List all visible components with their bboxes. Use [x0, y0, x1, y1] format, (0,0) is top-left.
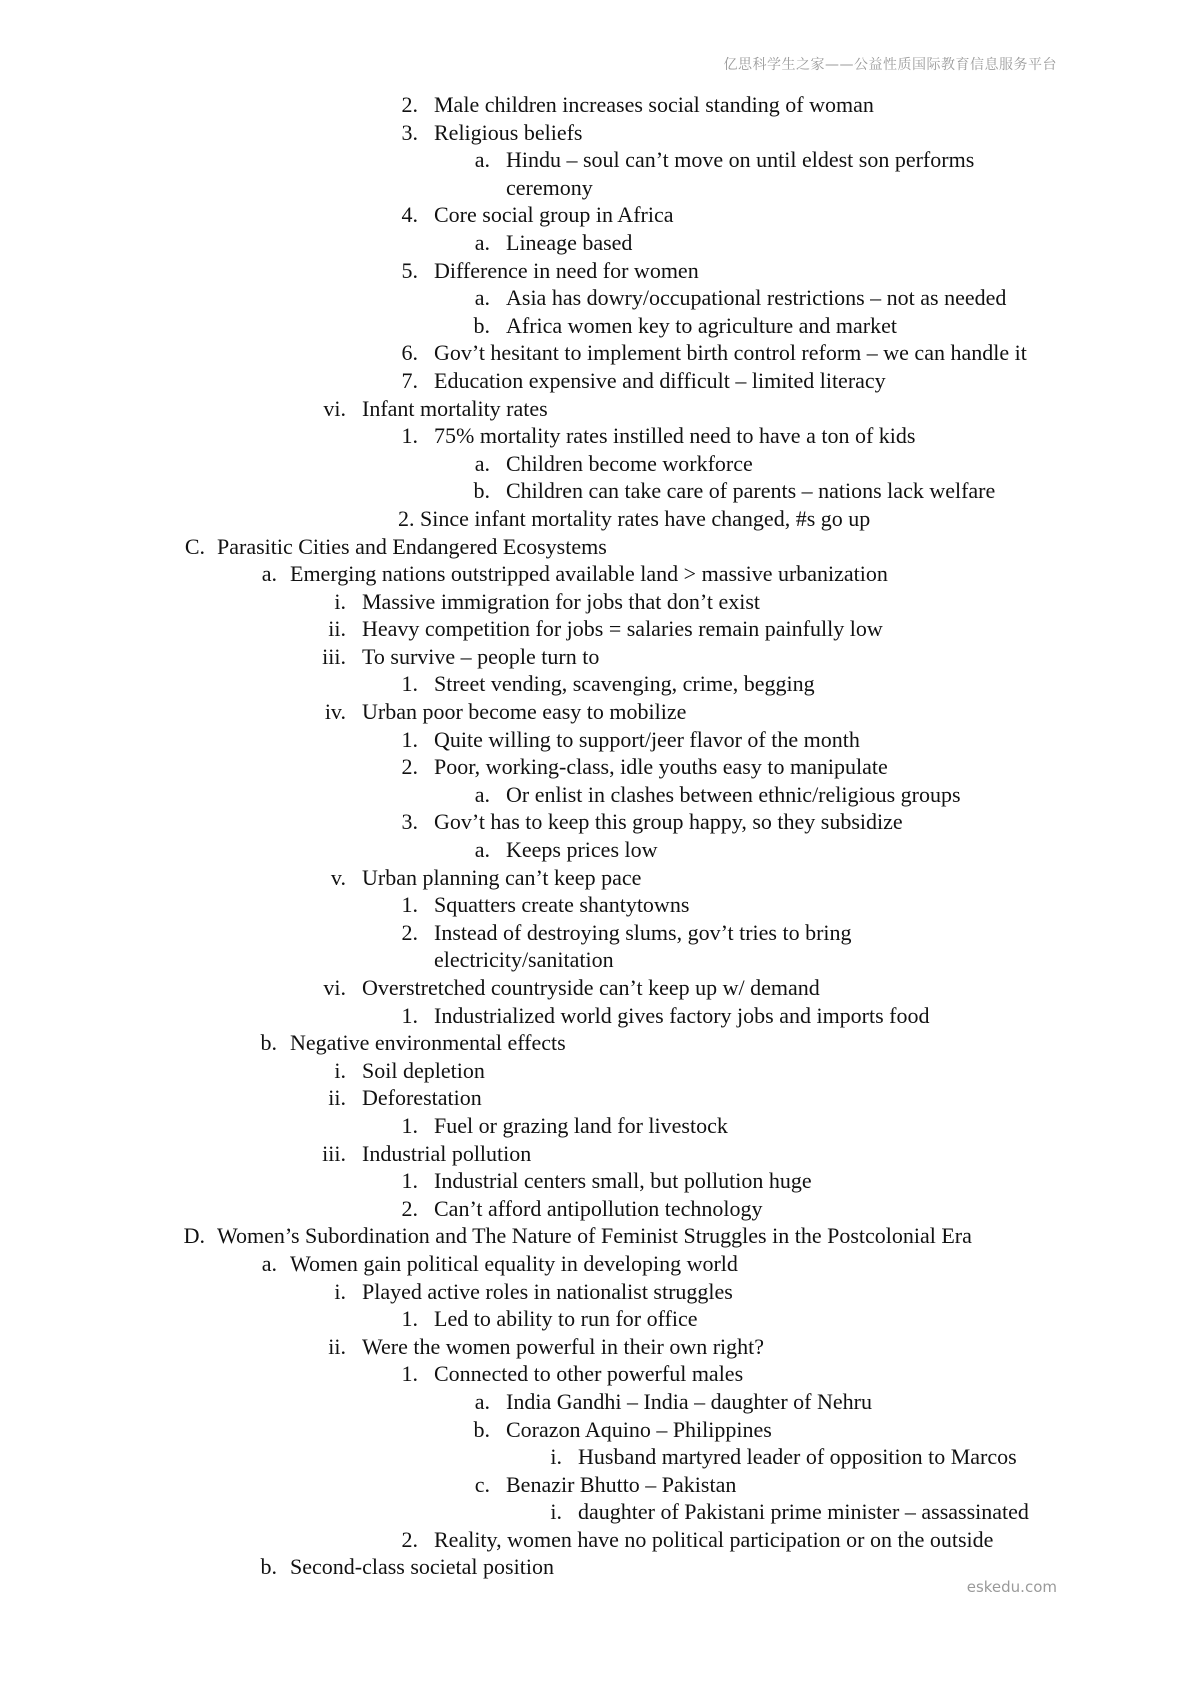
outline-text: Difference in need for women — [434, 257, 699, 283]
outline-text: Religious beliefs — [434, 119, 583, 145]
outline-item — [0, 615, 1191, 643]
outline-marker: 5. — [401, 257, 418, 283]
outline-text: 75% mortality rates instilled need to have a ton of kids — [434, 423, 916, 449]
outline-item — [0, 588, 1191, 616]
outline-text: Industrial centers small, but pollution huge — [434, 1168, 812, 1194]
outline-text: Deforestation — [362, 1085, 482, 1111]
outline-marker: 1. — [401, 1361, 418, 1387]
outline-text: India Gandhi – India – daughter of Nehru — [506, 1388, 872, 1414]
outline-item — [0, 1195, 1191, 1223]
outline-text: To survive – people turn to — [362, 643, 600, 669]
outline-item — [0, 1526, 1191, 1554]
outline-text: Women’s Subordination and The Nature of Feminist Struggles in the Postcolonial Era — [217, 1223, 972, 1249]
outline-item — [0, 257, 1191, 285]
outline-text: Negative environmental effects — [290, 1030, 566, 1056]
outline-text: Africa women key to agriculture and market — [506, 312, 897, 338]
outline-text: Core social group in Africa — [434, 202, 674, 228]
outline-item — [0, 1140, 1191, 1168]
outline-item — [0, 643, 1191, 671]
outline-text: Heavy competition for jobs = salaries remain painfully low — [362, 616, 883, 642]
outline-item — [0, 229, 1191, 257]
outline-text: Children can take care of parents – nations lack welfare — [506, 478, 996, 504]
outline-marker: 1. — [401, 1306, 418, 1332]
outline-text: Asia has dowry/occupational restrictions – not as needed — [506, 285, 1007, 311]
outline-item — [0, 119, 1191, 147]
outline-marker: vi. — [323, 975, 346, 1000]
outline-text: Gov’t hesitant to implement birth control reform – we can handle it — [434, 340, 1027, 366]
outline-item — [0, 1278, 1191, 1306]
outline-item — [0, 91, 1191, 119]
outline-text: Connected to other powerful males — [434, 1361, 744, 1387]
outline-list — [0, 91, 1191, 1581]
outline-item — [0, 891, 1191, 919]
header-watermark: 亿思科学生之家——公益性质国际教育信息服务平台 — [723, 57, 1057, 73]
outline-text: Or enlist in clashes between ethnic/religious groups — [506, 781, 961, 807]
outline-item — [0, 284, 1191, 312]
outline-marker: 1. — [401, 671, 418, 697]
outline-text: Urban poor become easy to mobilize — [362, 699, 687, 725]
outline-item — [0, 505, 1191, 533]
outline-text: Industrialized world gives factory jobs and imports food — [434, 1002, 930, 1028]
outline-item — [0, 367, 1191, 395]
outline-marker: 7. — [401, 367, 418, 393]
outline-marker: a. — [474, 285, 490, 311]
outline-marker: a. — [474, 450, 490, 476]
outline-marker: D. — [183, 1223, 205, 1249]
outline-text: Led to ability to run for office — [434, 1306, 698, 1332]
outline-text: Urban planning can’t keep pace — [362, 864, 642, 890]
outline-marker: ii. — [328, 1333, 346, 1359]
outline-marker: b. — [473, 312, 490, 338]
outline-text: ceremony — [506, 174, 593, 200]
outline-item — [0, 395, 1191, 423]
outline-text: Parasitic Cities and Endangered Ecosystems — [217, 533, 607, 559]
outline-item — [0, 1553, 1191, 1581]
outline-item — [0, 422, 1191, 450]
outline-text: Emerging nations outstripped available land > massive urbanization — [290, 561, 888, 587]
outline-item — [0, 670, 1191, 698]
outline-marker: b. — [473, 478, 490, 504]
outline-item — [0, 477, 1191, 505]
outline-marker: i. — [334, 1278, 346, 1304]
outline-item — [0, 836, 1191, 864]
outline-item — [0, 533, 1191, 561]
outline-text: Gov’t has to keep this group happy, so they subsidize — [434, 809, 903, 835]
outline-marker: i. — [550, 1499, 562, 1525]
outline-marker: vi. — [323, 395, 346, 421]
outline-text: Keeps prices low — [506, 837, 658, 863]
outline-item — [0, 1305, 1191, 1333]
outline-marker: a. — [261, 561, 277, 587]
outline-marker: 6. — [401, 340, 418, 366]
outline-marker: ii. — [328, 616, 346, 642]
outline-item — [0, 946, 1191, 974]
outline-item — [0, 974, 1191, 1002]
outline-marker: 2. — [401, 92, 418, 117]
outline-text: Played active roles in nationalist struggles — [362, 1278, 733, 1304]
outline-marker: a. — [474, 147, 490, 173]
outline-text: Massive immigration for jobs that don’t exist — [362, 588, 760, 614]
outline-marker: 2. — [401, 919, 418, 945]
outline-text: Infant mortality rates — [362, 395, 548, 421]
outline-marker: b. — [260, 1554, 277, 1580]
outline-text: Squatters create shantytowns — [434, 892, 690, 918]
footer-watermark: eskedu.com — [966, 1578, 1057, 1596]
outline-item — [0, 1222, 1191, 1250]
outline-marker: i. — [334, 588, 346, 614]
outline-text: Hindu – soul can’t move on until eldest son performs — [506, 147, 975, 173]
outline-marker: 1. — [401, 423, 418, 449]
outline-marker: iii. — [322, 643, 346, 669]
outline-text: daughter of Pakistani prime minister – assassinated — [578, 1499, 1029, 1525]
outline-item — [0, 339, 1191, 367]
outline-item — [0, 1443, 1191, 1471]
outline-text: Fuel or grazing land for livestock — [434, 1112, 728, 1138]
outline-item — [0, 1471, 1191, 1499]
outline-item — [0, 1084, 1191, 1112]
outline-item — [0, 201, 1191, 229]
outline-text: Corazon Aquino – Philippines — [506, 1416, 772, 1442]
outline-marker: 2. — [401, 1526, 418, 1552]
outline-item — [0, 1333, 1191, 1361]
outline-text: Male children increases social standing of woman — [434, 92, 874, 117]
outline-marker: a. — [474, 229, 490, 255]
outline-item — [0, 1250, 1191, 1278]
outline-text: Soil depletion — [362, 1057, 485, 1083]
outline-item — [0, 1360, 1191, 1388]
outline-text: Quite willing to support/jeer flavor of the month — [434, 726, 860, 752]
outline-item — [0, 1416, 1191, 1444]
outline-marker: ii. — [328, 1085, 346, 1111]
outline-item — [0, 919, 1191, 947]
outline-marker: 3. — [401, 809, 418, 835]
outline-marker: c. — [474, 1471, 490, 1497]
outline-text: electricity/sanitation — [434, 947, 614, 973]
outline-text: Overstretched countryside can’t keep up w/ demand — [362, 975, 820, 1000]
outline-marker: a. — [474, 1388, 490, 1414]
outline-marker: i. — [550, 1444, 562, 1470]
outline-marker: b. — [260, 1030, 277, 1056]
outline-text: Lineage based — [506, 229, 633, 255]
outline-item — [0, 781, 1191, 809]
outline-text: Industrial pollution — [362, 1140, 532, 1166]
outline-item — [0, 698, 1191, 726]
outline-item — [0, 312, 1191, 340]
outline-item — [0, 1002, 1191, 1030]
outline-item — [0, 146, 1191, 174]
outline-text: Second-class societal position — [290, 1554, 554, 1580]
outline-marker: 2. — [401, 1195, 418, 1221]
outline-marker: 3. — [401, 119, 418, 145]
outline-marker: a. — [474, 781, 490, 807]
outline-item — [0, 1498, 1191, 1526]
outline-item — [0, 808, 1191, 836]
outline-item — [0, 726, 1191, 754]
outline-item — [0, 560, 1191, 588]
outline-text: Benazir Bhutto – Pakistan — [506, 1471, 737, 1497]
outline-item — [0, 1029, 1191, 1057]
outline-marker: 1. — [401, 726, 418, 752]
outline-marker: 1. — [401, 1168, 418, 1194]
outline-text: 2. Since infant mortality rates have changed, #s go up — [398, 505, 871, 531]
outline-marker: 1. — [401, 892, 418, 918]
outline-marker: i. — [334, 1057, 346, 1083]
outline-marker: 1. — [401, 1112, 418, 1138]
outline-text: Husband martyred leader of opposition to Marcos — [578, 1444, 1017, 1470]
outline-text: Education expensive and difficult – limited literacy — [434, 367, 886, 393]
outline-item — [0, 1167, 1191, 1195]
outline-text: Were the women powerful in their own right? — [362, 1333, 765, 1359]
outline-marker: iv. — [324, 699, 346, 725]
outline-marker: a. — [474, 837, 490, 863]
outline-item — [0, 1112, 1191, 1140]
outline-text: Women gain political equality in developing world — [290, 1250, 738, 1276]
outline-text: Instead of destroying slums, gov’t tries to bring — [434, 919, 852, 945]
outline-item — [0, 450, 1191, 478]
outline-marker: 2. — [401, 754, 418, 780]
outline-text: Reality, women have no political participation or on the outside — [434, 1526, 994, 1552]
outline-text: Children become workforce — [506, 450, 753, 476]
outline-marker: 1. — [401, 1002, 418, 1028]
outline-marker: a. — [261, 1250, 277, 1276]
outline-text: Poor, working-class, idle youths easy to manipulate — [434, 754, 888, 780]
outline-item — [0, 1057, 1191, 1085]
outline-item — [0, 174, 1191, 202]
outline-marker: b. — [473, 1416, 490, 1442]
outline-marker: C. — [184, 533, 205, 559]
outline-item — [0, 864, 1191, 892]
outline-item — [0, 1388, 1191, 1416]
outline-marker: iii. — [322, 1140, 346, 1166]
outline-marker: v. — [330, 864, 346, 890]
outline-item — [0, 753, 1191, 781]
outline-text: Street vending, scavenging, crime, begging — [434, 671, 815, 697]
outline-marker: 4. — [401, 202, 418, 228]
outline-text: Can’t afford antipollution technology — [434, 1195, 763, 1221]
